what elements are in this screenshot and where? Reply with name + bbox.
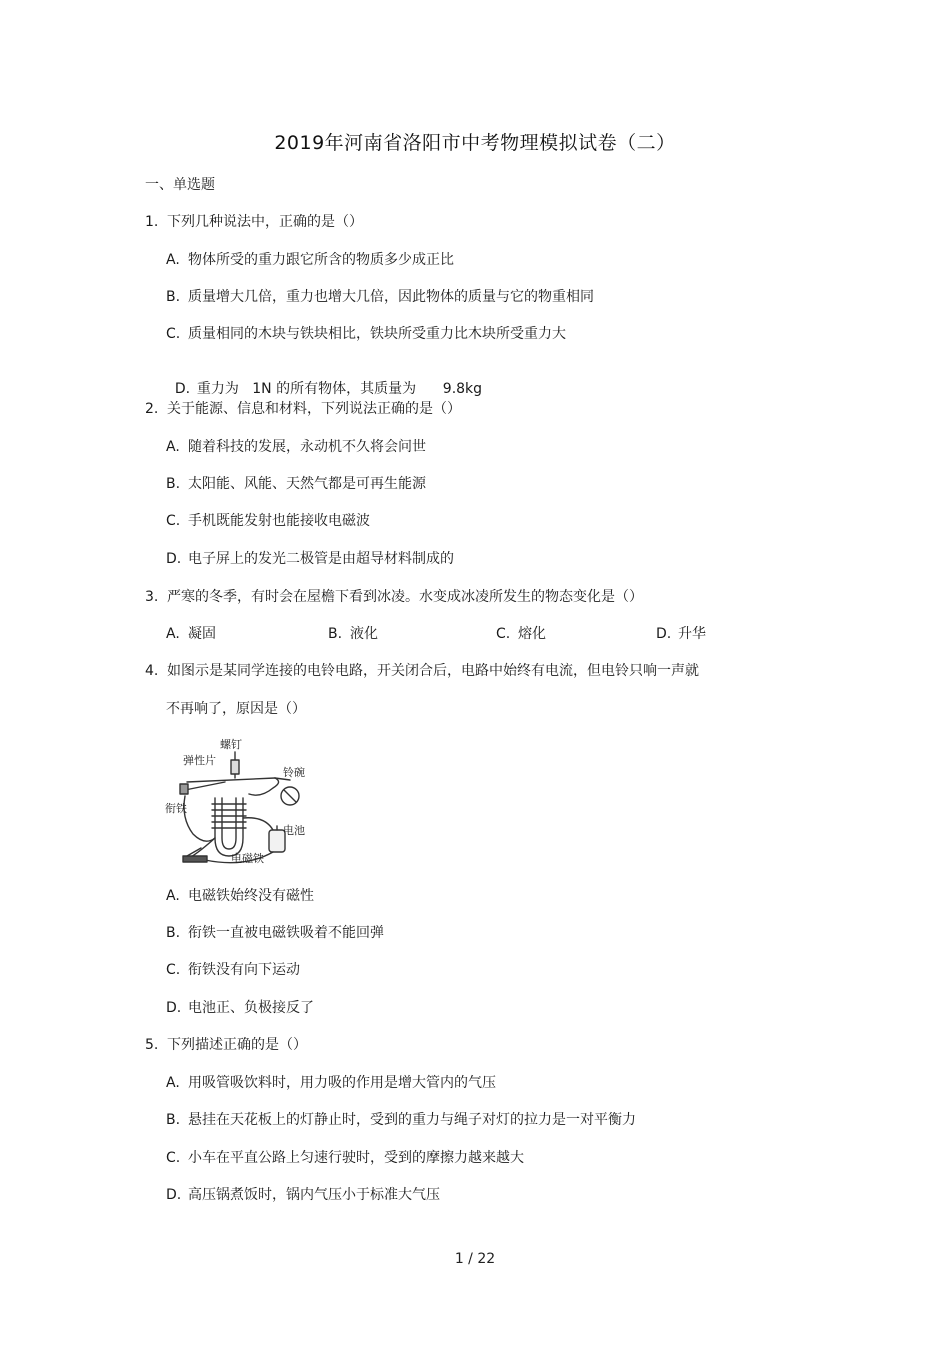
question-5-option-d bbox=[166, 1186, 440, 1204]
question-2-option-a bbox=[166, 438, 426, 456]
option-text: 电子屏上的发光二极管是由超导材料制成的 bbox=[188, 551, 454, 567]
figure-label-electromagnet: 电磁铁 bbox=[231, 852, 264, 865]
option-text: 升华 bbox=[678, 626, 706, 642]
option-text: 用吸管吸饮料时，用力吸的作用是增大管内的气压 bbox=[188, 1075, 496, 1091]
question-5-option-c bbox=[166, 1149, 524, 1167]
question-number: 5. bbox=[145, 1037, 159, 1053]
question-2-option-d bbox=[166, 550, 454, 568]
question-text: 严寒的冬季，有时会在屋檐下看到冰凌。水变成冰凌所发生的物态变化是（） bbox=[167, 589, 643, 605]
question-1-option-d bbox=[166, 362, 482, 398]
question-1-option-c bbox=[166, 325, 566, 343]
question-5-option-a bbox=[166, 1074, 496, 1092]
question-4-stem bbox=[145, 662, 699, 680]
option-letter: B. bbox=[328, 626, 343, 642]
option-text: 悬挂在天花板上的灯静止时，受到的重力与绳子对灯的拉力是一对平衡力 bbox=[188, 1112, 636, 1128]
option-letter: C. bbox=[166, 326, 181, 342]
question-4-option-d bbox=[166, 999, 314, 1017]
option-letter: B. bbox=[166, 925, 181, 941]
question-2-stem bbox=[145, 400, 461, 418]
option-text: 电池正、负极接反了 bbox=[188, 1000, 314, 1016]
page-number: 1 / 22 bbox=[454, 1251, 496, 1267]
option-text: 衔铁没有向下运动 bbox=[188, 962, 300, 978]
question-1-stem bbox=[145, 213, 363, 231]
option-text: 质量相同的木块与铁块相比，铁块所受重力比木块所受重力大 bbox=[188, 326, 566, 342]
page-title: 2019年河南省洛阳市中考物理模拟试卷（二） bbox=[274, 132, 676, 154]
option-letter: A. bbox=[166, 888, 180, 904]
option-text: 凝固 bbox=[188, 626, 216, 642]
electric-bell-circuit-figure bbox=[165, 738, 313, 868]
question-number: 1. bbox=[145, 214, 159, 230]
section-heading: 一、单选题 bbox=[145, 177, 215, 193]
option-letter: B. bbox=[166, 1112, 181, 1128]
option-letter: D. bbox=[656, 626, 672, 642]
question-4-option-a bbox=[166, 887, 314, 905]
question-3-option-d bbox=[656, 625, 706, 643]
option-text: 熔化 bbox=[518, 626, 546, 642]
question-4-option-b bbox=[166, 924, 384, 942]
option-letter: A. bbox=[166, 626, 180, 642]
option-letter: B. bbox=[166, 289, 181, 305]
question-text: 关于能源、信息和材料，下列说法正确的是（） bbox=[167, 401, 461, 417]
question-3-option-c bbox=[496, 625, 546, 643]
option-letter: C. bbox=[166, 962, 181, 978]
option-letter: D. bbox=[166, 551, 182, 567]
question-number: 3. bbox=[145, 589, 159, 605]
option-text: 高压锅煮饭时，锅内气压小于标准大气压 bbox=[188, 1187, 440, 1203]
option-text: 衔铁一直被电磁铁吸着不能回弹 bbox=[188, 925, 384, 941]
figure-label-battery: 电池 bbox=[283, 824, 305, 837]
question-text: 下列描述正确的是（） bbox=[167, 1037, 307, 1053]
figure-label-screw: 螺钉 bbox=[220, 738, 242, 751]
option-text: 液化 bbox=[350, 626, 378, 642]
question-text: 下列几种说法中，正确的是（） bbox=[167, 214, 363, 230]
figure-label-spring: 弹性片 bbox=[183, 754, 216, 767]
question-2-option-b bbox=[166, 475, 426, 493]
figure-label-armature: 衔铁 bbox=[165, 802, 187, 815]
option-text: 手机既能发射也能接收电磁波 bbox=[188, 513, 370, 529]
option-text: 太阳能、风能、天然气都是可再生能源 bbox=[188, 476, 426, 492]
question-1-option-a bbox=[166, 251, 454, 269]
option-text: 重力为 1N 的所有物体，其质量为 9.8kg bbox=[196, 381, 483, 397]
option-letter: D. bbox=[166, 1187, 182, 1203]
option-letter: D. bbox=[166, 1000, 182, 1016]
question-5-stem bbox=[145, 1036, 307, 1054]
question-3-option-a bbox=[166, 625, 216, 643]
option-letter: C. bbox=[166, 513, 181, 529]
option-letter: A. bbox=[166, 1075, 180, 1091]
option-text: 质量增大几倍，重力也增大几倍，因此物体的质量与它的物重相同 bbox=[188, 289, 594, 305]
option-letter: C. bbox=[166, 1150, 181, 1166]
question-1-option-b bbox=[166, 288, 594, 306]
option-letter: D. bbox=[174, 381, 191, 397]
option-text: 随着科技的发展，永动机不久将会问世 bbox=[188, 439, 426, 455]
option-letter: A. bbox=[166, 252, 180, 268]
question-3-option-b bbox=[328, 625, 378, 643]
option-letter: A. bbox=[166, 439, 180, 455]
option-text: 电磁铁始终没有磁性 bbox=[188, 888, 314, 904]
question-4-stem-continued: 不再响了，原因是（） bbox=[166, 701, 306, 717]
question-4-option-c bbox=[166, 961, 300, 979]
question-3-stem bbox=[145, 588, 643, 606]
option-letter: C. bbox=[496, 626, 511, 642]
figure-label-bell: 铃碗 bbox=[283, 766, 305, 779]
question-text: 如图示是某同学连接的电铃电路，开关闭合后，电路中始终有电流，但电铃只响一声就 bbox=[167, 663, 699, 679]
option-letter: B. bbox=[166, 476, 181, 492]
question-number: 4. bbox=[145, 663, 159, 679]
option-text: 物体所受的重力跟它所含的物质多少成正比 bbox=[188, 252, 454, 268]
question-5-option-b bbox=[166, 1111, 636, 1129]
question-2-option-c bbox=[166, 512, 370, 530]
option-text: 小车在平直公路上匀速行驶时，受到的摩擦力越来越大 bbox=[188, 1150, 524, 1166]
question-number: 2. bbox=[145, 401, 159, 417]
